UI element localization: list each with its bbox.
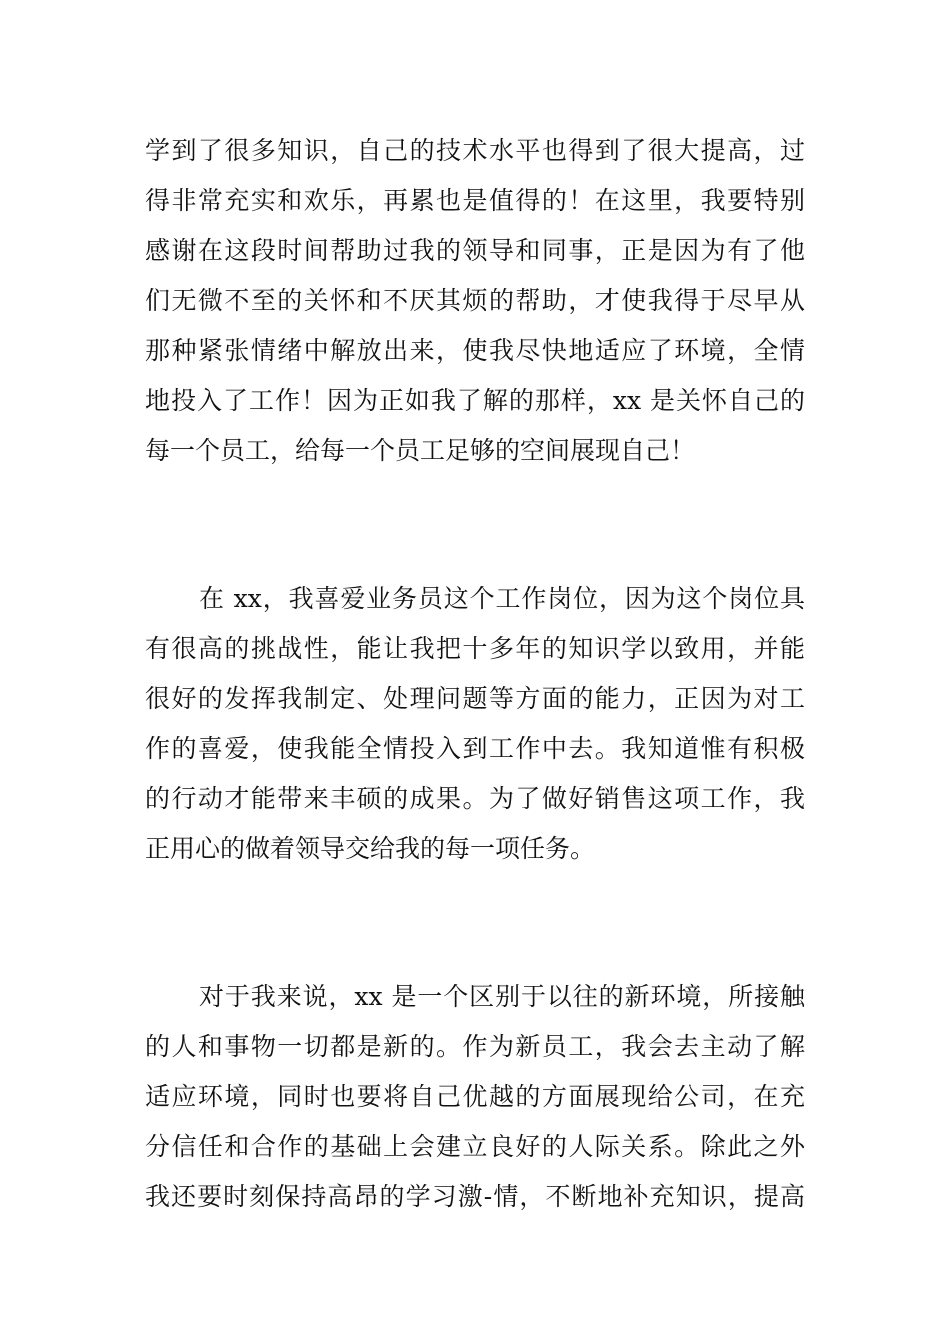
paragraph-line: 得非常充实和欢乐，再累也是值得的！在这里，我要特别 bbox=[145, 186, 805, 215]
paragraph-line: 很好的发挥我制定、处理问题等方面的能力，正因为对工 bbox=[145, 684, 805, 713]
paragraph-1 bbox=[145, 126, 805, 476]
paragraph-3 bbox=[145, 972, 805, 1222]
paragraph-line: 的人和事物一切都是新的。作为新员工，我会去主动了解 bbox=[145, 1032, 805, 1061]
paragraph-line: 每一个员工，给每一个员工足够的空间展现自己！ bbox=[145, 436, 696, 465]
paragraph-line: 正用心的做着领导交给我的每一项任务。 bbox=[145, 834, 596, 863]
paragraph-line: 对于我来说，xx 是一个区别于以往的新环境，所接触 bbox=[199, 982, 805, 1011]
paragraph-line: 作的喜爱，使我能全情投入到工作中去。我知道惟有积极 bbox=[145, 734, 805, 763]
paragraph-line: 有很高的挑战性，能让我把十多年的知识学以致用，并能 bbox=[145, 634, 805, 663]
paragraph-2 bbox=[145, 574, 805, 874]
paragraph-line: 在 xx，我喜爱业务员这个工作岗位，因为这个岗位具 bbox=[199, 584, 805, 613]
paragraph-line: 感谢在这段时间帮助过我的领导和同事，正是因为有了他 bbox=[145, 236, 805, 265]
paragraph-line: 适应环境，同时也要将自己优越的方面展现给公司，在充 bbox=[145, 1082, 805, 1111]
paragraph-line: 那种紧张情绪中解放出来，使我尽快地适应了环境，全情 bbox=[145, 336, 805, 365]
paragraph-line: 我还要时刻保持高昂的学习激-情，不断地补充知识，提高 bbox=[145, 1182, 805, 1211]
paragraph-line: 分信任和合作的基础上会建立良好的人际关系。除此之外 bbox=[145, 1132, 805, 1161]
paragraph-line: 的行动才能带来丰硕的成果。为了做好销售这项工作，我 bbox=[145, 784, 805, 813]
paragraph-line: 地投入了工作！因为正如我了解的那样，xx 是关怀自己的 bbox=[145, 386, 805, 415]
paragraph-line: 们无微不至的关怀和不厌其烦的帮助，才使我得于尽早从 bbox=[145, 286, 805, 315]
paragraph-line: 学到了很多知识，自己的技术水平也得到了很大提高，过 bbox=[145, 136, 805, 165]
